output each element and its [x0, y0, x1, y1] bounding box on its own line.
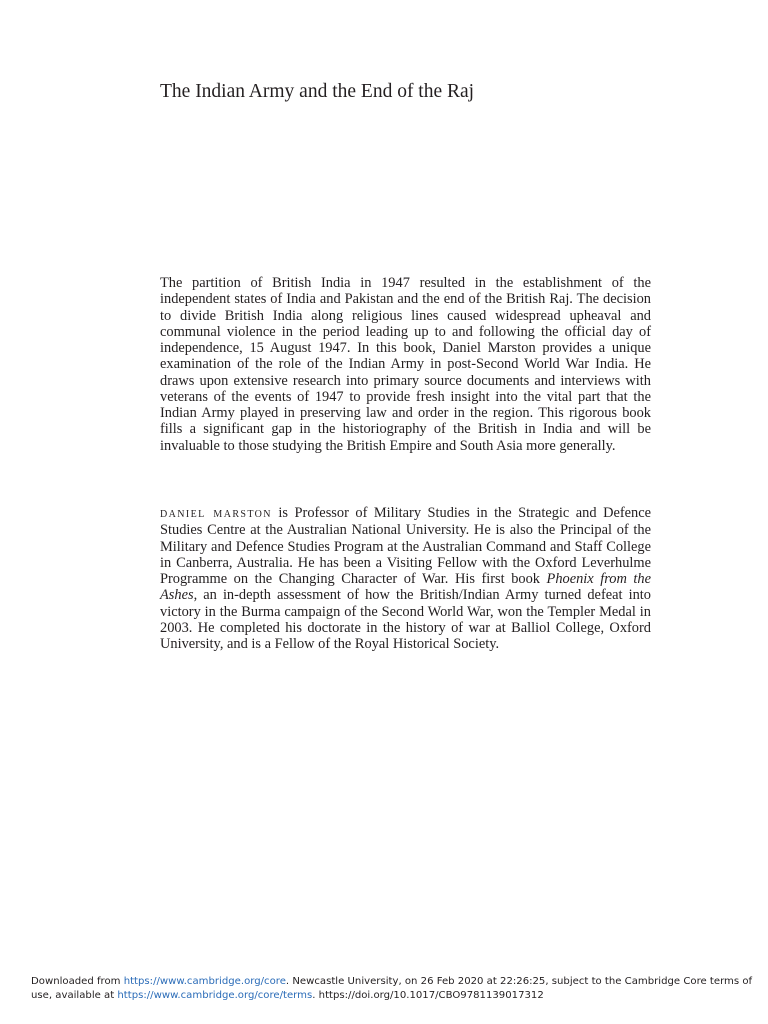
description-line: the Indian Army in post-Second World War India. He draws upon: [160, 356, 652, 389]
bio-line: victory in the Burma campaign of the Second World War, won the: [160, 603, 544, 620]
bio-line: Defence Studies Centre at the Australian National University. He is: [160, 505, 651, 539]
bio-line: Historical Society.: [392, 636, 500, 652]
bio-line: Australian Command and Staff College in Canberra, Australia. He has: [160, 538, 652, 571]
description-line: extensive research into primary source documents and interviews with: [233, 372, 651, 389]
author-name: daniel marston: [160, 506, 272, 521]
bio-line: Changing Character of War. His first book: [278, 571, 547, 587]
bio-line: war at Balliol College, Oxford University, and is a Fellow of the Royal: [160, 619, 651, 652]
description-line: Empire and South Asia more generally.: [389, 437, 616, 454]
description-line: the independent states of India and Pakistan and the end of the British: [160, 275, 651, 308]
description-line: British in India and will be invaluable to those studying the British: [160, 421, 651, 454]
description-line: that the Indian Army played in preserving law and order in the region.: [160, 388, 651, 421]
cambridge-terms-link[interactable]: https://www.cambridge.org/core/terms: [117, 990, 313, 1001]
bio-line: , an: [193, 587, 217, 604]
description-line: to and following the official day of independence, 15 August 1947. In: [160, 323, 651, 356]
doi-text: . https://doi.org/10.1017/CBO9781139017312: [312, 990, 544, 1001]
bio-line: in-depth assessment of how the British/Indian Army turned defeat into: [222, 587, 651, 604]
author-biography: [160, 505, 651, 652]
description-line: widespread upheaval and communal violence in the period leading up: [160, 307, 651, 340]
download-notice-line-2: [31, 989, 751, 1003]
download-notice: [31, 975, 751, 1003]
description-line: this book, Daniel Marston provides a unique examination of the role of: [160, 340, 651, 373]
description-line: veterans of the events of 1947 to provide fresh insight into the vital part: [160, 388, 601, 405]
book-title: The Indian Army and the End of the Raj: [160, 81, 475, 102]
download-details: . Newcastle University, on 26 Feb 2020 at 22:26:25, subject to the Cambridge Core terms of: [285, 976, 753, 987]
description-line: Raj. The decision to divide British India along religious lines caused: [160, 291, 651, 324]
description-line: The partition of British India in 1947 resulted in the establishment of: [160, 275, 624, 291]
download-prefix: Downloaded from: [31, 976, 124, 987]
book-description: [160, 275, 651, 454]
bio-line: also the Principal of the Military and Defence Studies Program at the: [160, 522, 651, 555]
first-book-title: Phoenix from the Ashes: [160, 571, 651, 604]
bio-line: been a Visiting Fellow with the Oxford Leverhulme Programme on the: [160, 554, 651, 587]
terms-prefix: use, available at: [31, 990, 118, 1001]
cambridge-core-link[interactable]: https://www.cambridge.org/core: [123, 976, 286, 987]
bio-line: Templer Medal in 2003. He completed his doctorate in the history of: [160, 603, 651, 636]
bio-line: is Professor of Military Studies in the Strategic and: [271, 505, 597, 521]
description-line: This rigorous book fills a significant gap in the historiography of the: [160, 405, 651, 438]
download-notice-line-1: [31, 975, 751, 989]
